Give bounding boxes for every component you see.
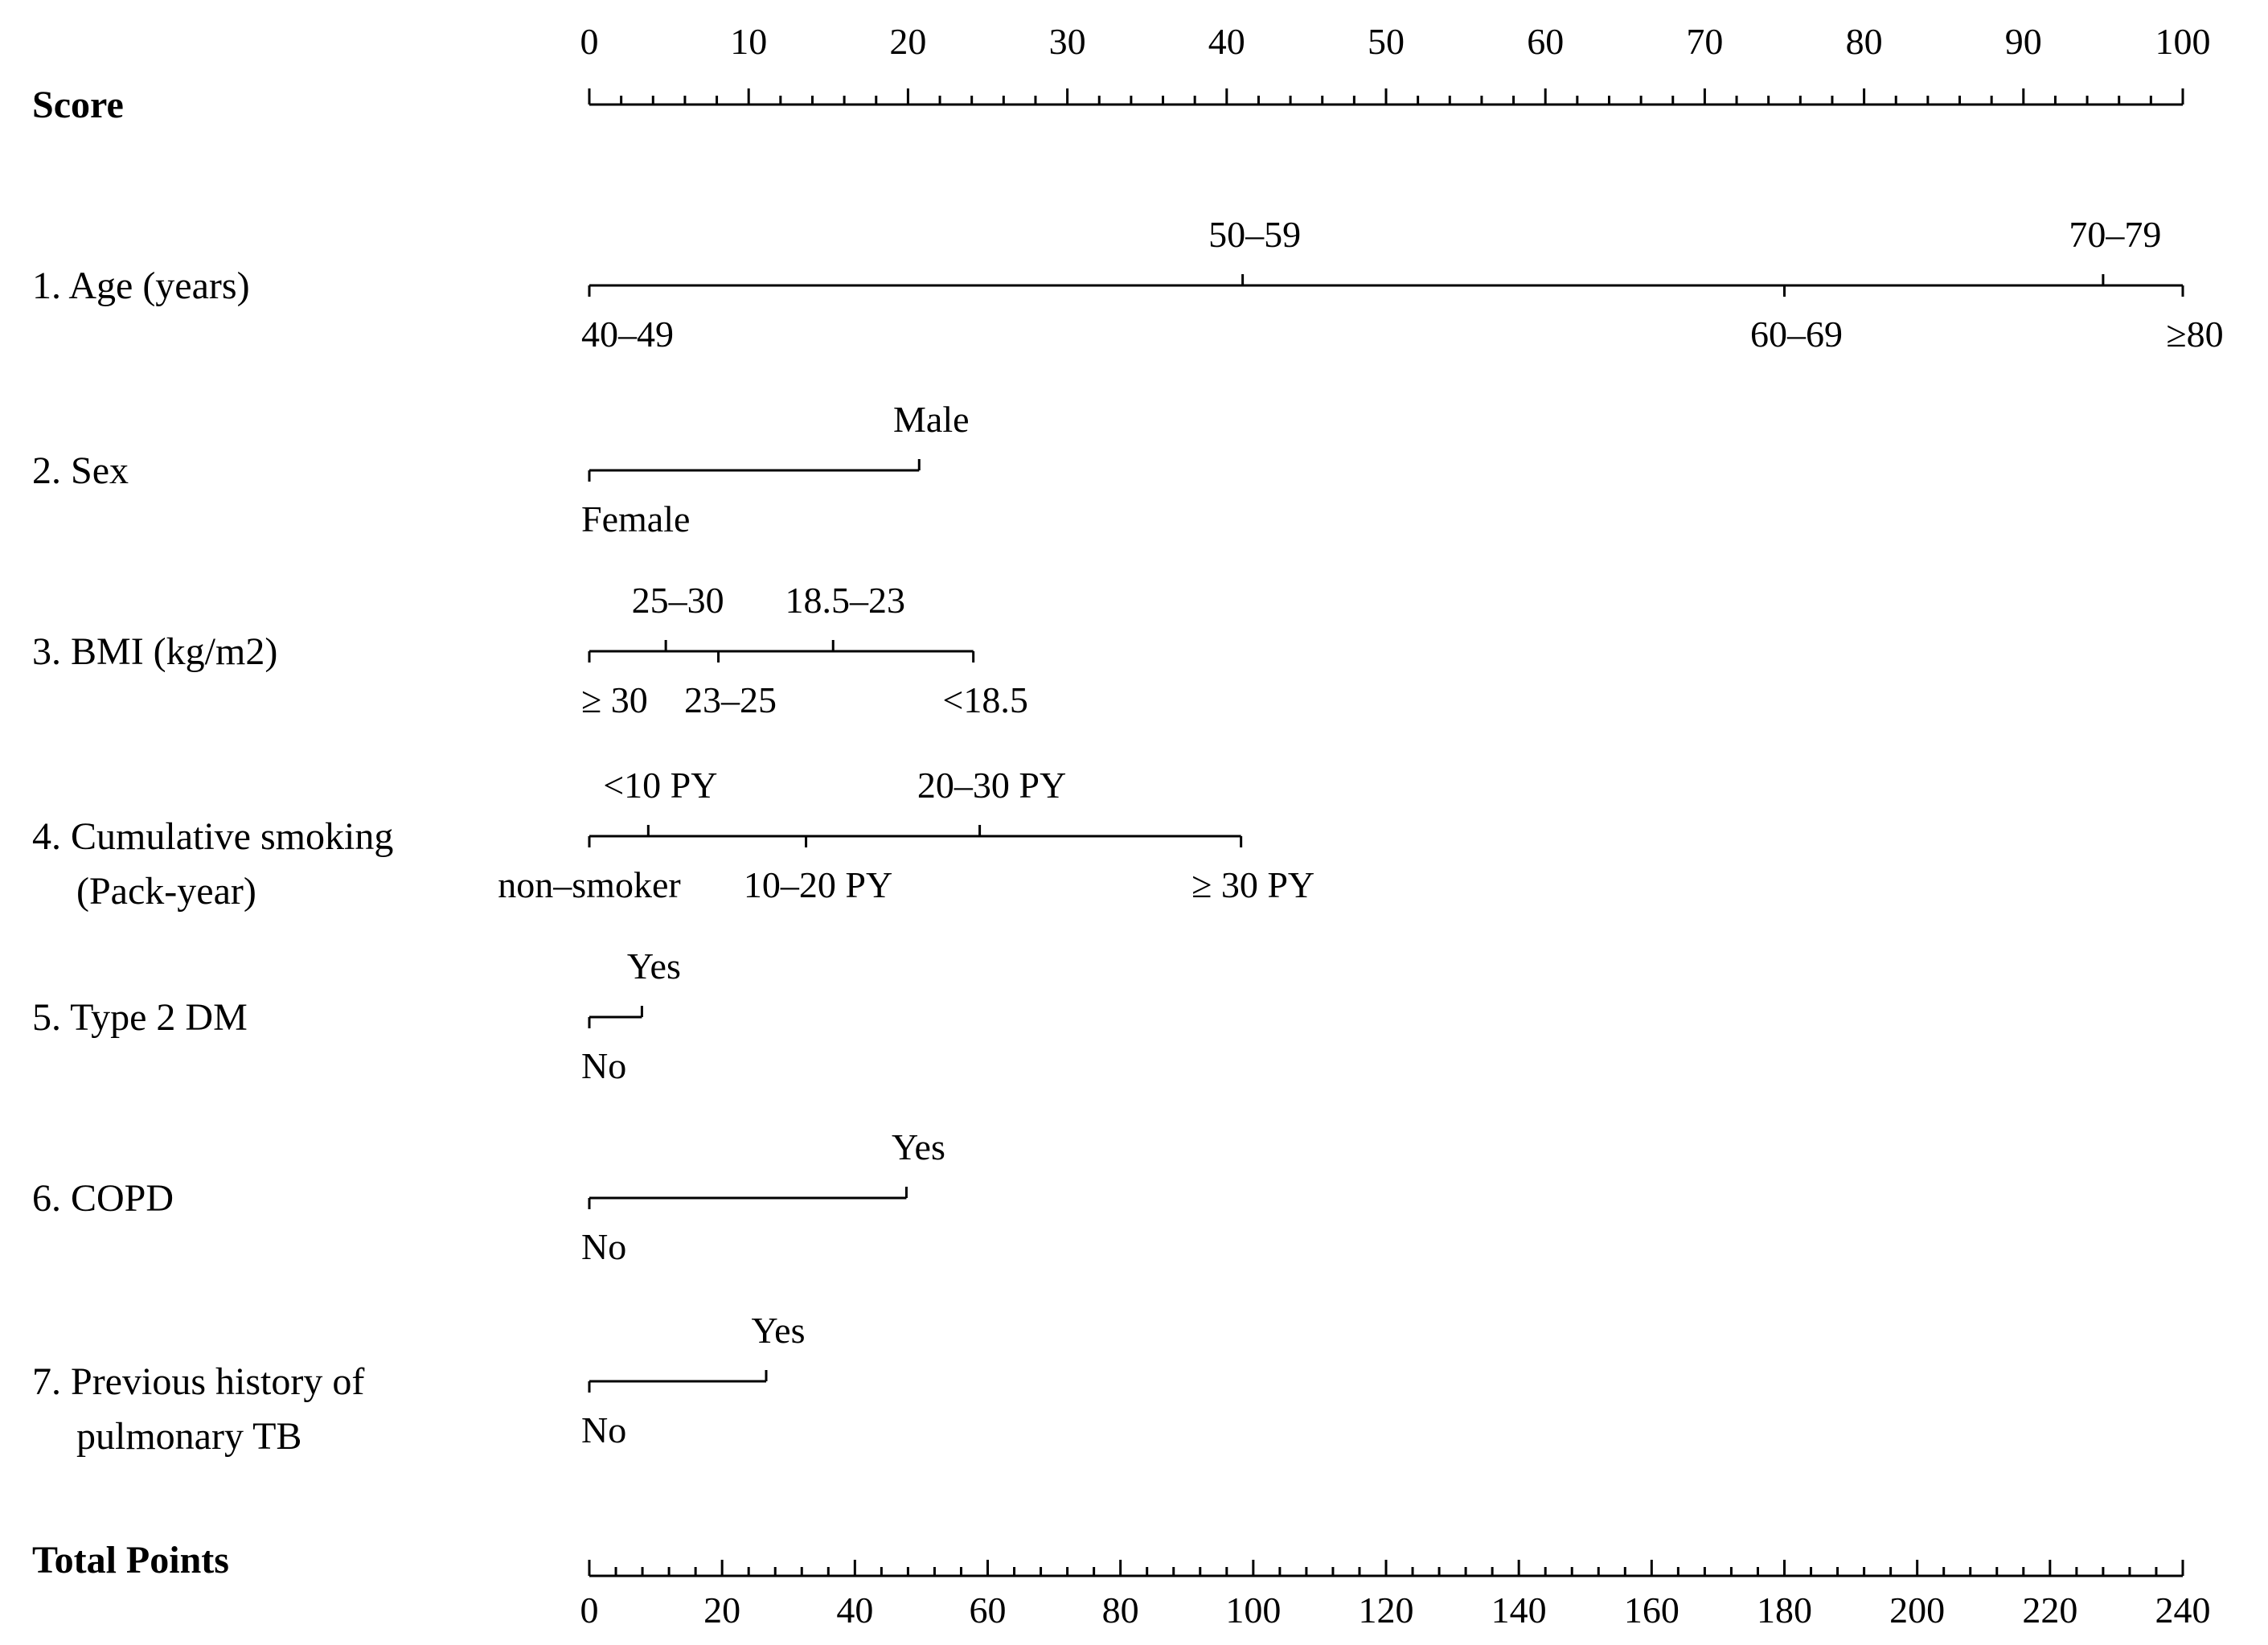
- level-label: Yes: [891, 1126, 945, 1167]
- total-tick-label: 140: [1491, 1590, 1547, 1631]
- total-tick-label: 60: [969, 1590, 1007, 1631]
- level-label: ≥ 30 PY: [1191, 864, 1315, 905]
- variable-label: 4. Cumulative smoking: [32, 815, 394, 858]
- variable-row: [32, 765, 1314, 913]
- variable-label: 1. Age (years): [32, 265, 250, 307]
- level-label: No: [581, 1226, 627, 1267]
- score-axis-label: Score: [32, 84, 124, 126]
- level-label: 10–20 PY: [743, 864, 893, 905]
- score-tick-label: 100: [2155, 21, 2211, 62]
- total-tick-label: 200: [1889, 1590, 1946, 1631]
- level-label: 23–25: [684, 679, 777, 720]
- score-tick-label: 40: [1208, 21, 1245, 62]
- level-label: 20–30 PY: [917, 765, 1067, 806]
- level-label: No: [581, 1409, 627, 1450]
- level-label: ≥ 30: [581, 679, 648, 720]
- score-tick-label: 90: [2004, 21, 2042, 62]
- level-label: Yes: [751, 1310, 806, 1351]
- score-axis: [32, 21, 2211, 126]
- level-label: non–smoker: [498, 864, 681, 905]
- variable-row: [32, 399, 970, 539]
- total-tick-label: 100: [1225, 1590, 1282, 1631]
- level-label: 70–79: [2069, 214, 2162, 255]
- total-tick-label: 120: [1358, 1590, 1414, 1631]
- variable-label: 6. COPD: [32, 1177, 174, 1220]
- score-tick-label: 60: [1527, 21, 1565, 62]
- level-label: <18.5: [942, 679, 1028, 720]
- variable-label-line2: (Pack-year): [76, 870, 256, 913]
- variable-label: 7. Previous history of: [32, 1360, 365, 1403]
- variable-row: [32, 580, 1028, 720]
- variable-label: 2. Sex: [32, 449, 129, 492]
- total-tick-label: 240: [2155, 1590, 2211, 1631]
- score-tick-label: 30: [1048, 21, 1086, 62]
- level-label: 40–49: [581, 314, 674, 355]
- total-tick-label: 160: [1623, 1590, 1679, 1631]
- level-label: 50–59: [1208, 214, 1302, 255]
- variable-row: [32, 946, 681, 1086]
- level-label: 25–30: [631, 580, 724, 621]
- total-tick-label: 20: [703, 1590, 741, 1631]
- total-points-axis: [32, 1539, 2211, 1631]
- level-label: Male: [893, 399, 970, 440]
- level-label: Female: [581, 498, 691, 539]
- level-label: <10 PY: [603, 765, 718, 806]
- total-tick-label: 40: [836, 1590, 874, 1631]
- level-label: Yes: [626, 946, 681, 987]
- variable-row: [32, 214, 2224, 355]
- score-tick-label: 0: [580, 21, 599, 62]
- level-label: ≥80: [2166, 314, 2224, 355]
- total-tick-label: 0: [580, 1590, 599, 1631]
- variable-row: [32, 1310, 805, 1458]
- total-tick-label: 220: [2022, 1590, 2078, 1631]
- score-tick-label: 10: [730, 21, 768, 62]
- total-tick-label: 80: [1101, 1590, 1139, 1631]
- variable-label: 3. BMI (kg/m2): [32, 630, 278, 673]
- variable-row: [32, 1126, 945, 1267]
- variable-rows: [32, 214, 2224, 1458]
- variable-label-line2: pulmonary TB: [76, 1415, 302, 1458]
- level-label: No: [581, 1045, 627, 1086]
- score-tick-label: 50: [1368, 21, 1405, 62]
- score-tick-label: 70: [1686, 21, 1724, 62]
- variable-label: 5. Type 2 DM: [32, 996, 248, 1039]
- level-label: 60–69: [1750, 314, 1843, 355]
- total-points-label: Total Points: [32, 1539, 229, 1581]
- score-tick-label: 80: [1845, 21, 1883, 62]
- level-label: 18.5–23: [785, 580, 905, 621]
- score-tick-label: 20: [889, 21, 927, 62]
- total-tick-label: 180: [1757, 1590, 1812, 1631]
